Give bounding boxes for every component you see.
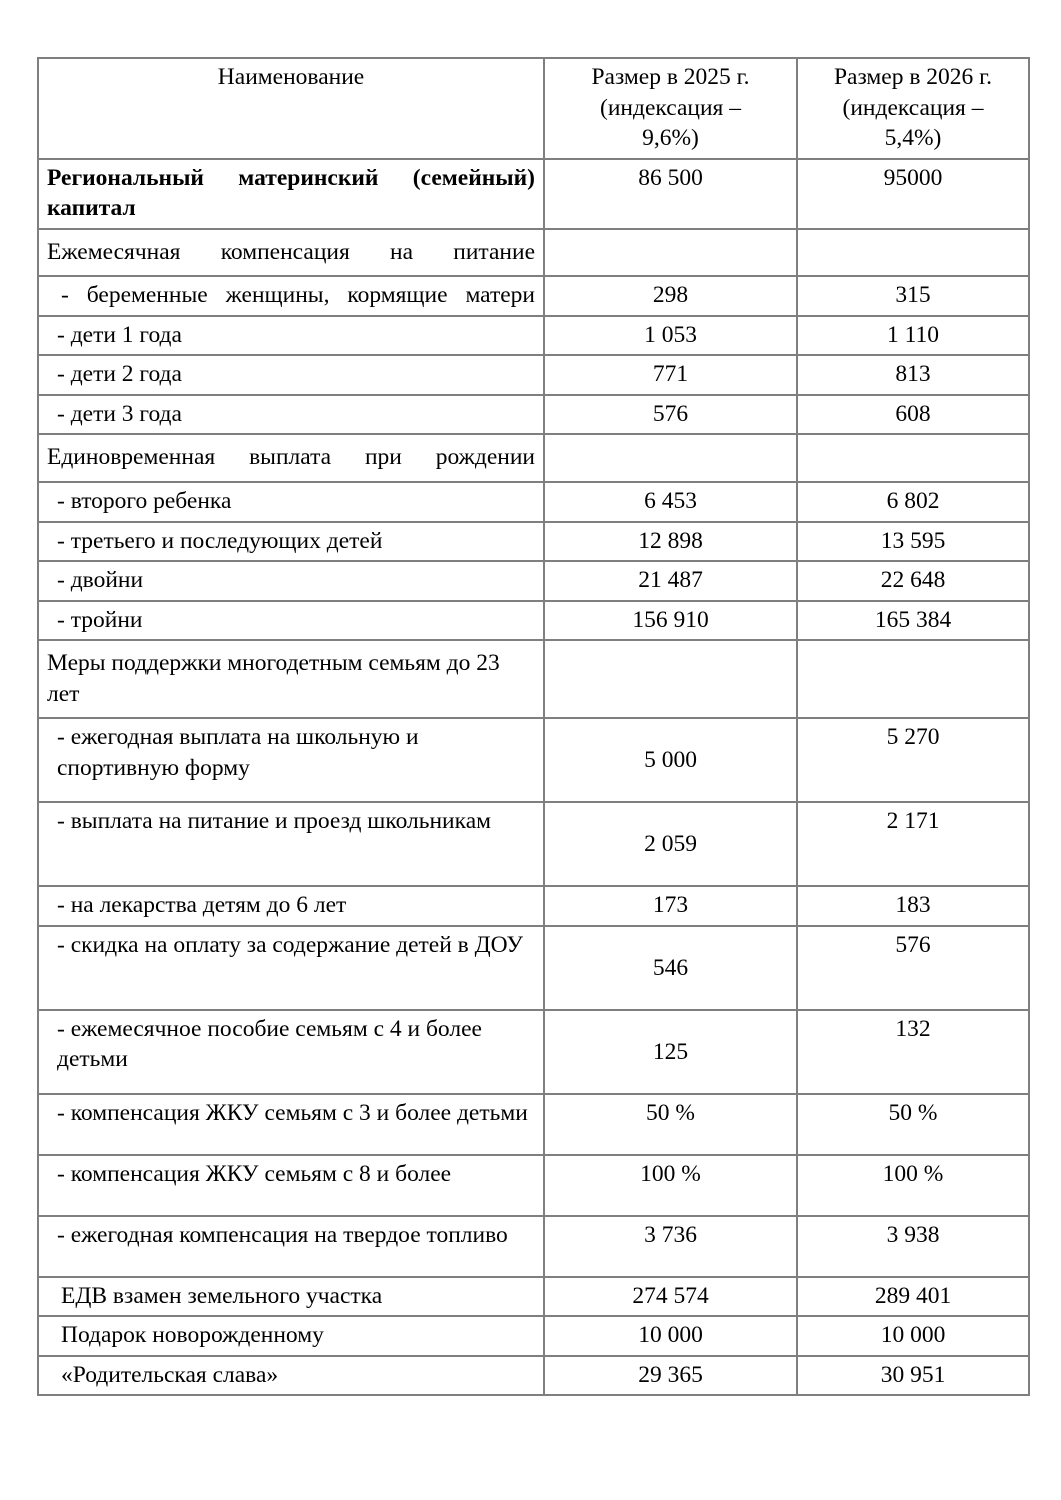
row-value-2025: 12 898 <box>544 522 797 562</box>
row-label: - компенсация ЖКУ семьям с 3 и более детьми <box>38 1094 544 1155</box>
row-value-2025: 5 000 <box>544 718 797 802</box>
benefits-table-body <box>38 58 1029 1395</box>
row-value-2025: 173 <box>544 886 797 926</box>
row-value-2026 <box>797 640 1029 718</box>
row-value-2025: 298 <box>544 276 797 316</box>
table-row <box>38 522 1029 562</box>
row-value-2025: 10 000 <box>544 1316 797 1356</box>
table-row <box>38 886 1029 926</box>
header-2025-line1: Размер в 2025 г. <box>591 64 750 90</box>
row-value-2026 <box>797 434 1029 482</box>
row-value-2026 <box>797 229 1029 277</box>
row-label: - ежегодная выплата на школьную и спортивную форму <box>38 718 544 802</box>
row-label: Меры поддержки многодетным семьям до 23 лет <box>38 640 544 718</box>
row-label: - скидка на оплату за содержание детей в ДОУ <box>38 926 544 1010</box>
table-row <box>38 1094 1029 1155</box>
row-value-2026: 1 110 <box>797 316 1029 356</box>
table-row <box>38 1356 1029 1396</box>
table-row <box>38 482 1029 522</box>
row-value-2026: 315 <box>797 276 1029 316</box>
table-row <box>38 276 1029 316</box>
benefits-table <box>37 57 1030 1396</box>
row-value-2025: 771 <box>544 355 797 395</box>
row-value-2026: 3 938 <box>797 1216 1029 1277</box>
row-value-2025: 125 <box>544 1010 797 1094</box>
row-label: Единовременная выплата при рождении <box>38 434 544 482</box>
table-row <box>38 355 1029 395</box>
row-label: - второго ребенка <box>38 482 544 522</box>
header-cell-2025 <box>544 58 797 159</box>
row-value-2025: 156 910 <box>544 601 797 641</box>
header-cell-name: Наименование <box>38 58 544 159</box>
row-value-2026: 30 951 <box>797 1356 1029 1396</box>
row-value-2026: 100 % <box>797 1155 1029 1216</box>
row-label: - третьего и последующих детей <box>38 522 544 562</box>
row-value-2026: 10 000 <box>797 1316 1029 1356</box>
row-label: - ежемесячное пособие семьям с 4 и более детьми <box>38 1010 544 1094</box>
row-value-2025: 3 736 <box>544 1216 797 1277</box>
table-row-category <box>38 434 1029 482</box>
row-label: ЕДВ взамен земельного участка <box>38 1277 544 1317</box>
row-value-2026: 5 270 <box>797 718 1029 802</box>
row-value-2026: 2 171 <box>797 802 1029 886</box>
row-label: - двойни <box>38 561 544 601</box>
row-label: Ежемесячная компенсация на питание <box>38 229 544 277</box>
row-value-2026: 183 <box>797 886 1029 926</box>
table-row-category <box>38 640 1029 718</box>
row-label: - выплата на питание и проезд школьникам <box>38 802 544 886</box>
row-value-2025: 546 <box>544 926 797 1010</box>
row-value-2026: 608 <box>797 395 1029 435</box>
row-value-2025: 21 487 <box>544 561 797 601</box>
row-value-2025 <box>544 640 797 718</box>
row-label: - компенсация ЖКУ семьям с 8 и более <box>38 1155 544 1216</box>
row-value-2025: 50 % <box>544 1094 797 1155</box>
header-cell-2026 <box>797 58 1029 159</box>
row-label: Подарок новорожденному <box>38 1316 544 1356</box>
table-row-category <box>38 229 1029 277</box>
row-value-2025 <box>544 229 797 277</box>
row-label: Региональный материнский (семейный) капитал <box>38 159 544 229</box>
row-value-2025: 86 500 <box>544 159 797 229</box>
table-row <box>38 1155 1029 1216</box>
row-value-2026: 6 802 <box>797 482 1029 522</box>
table-row <box>38 601 1029 641</box>
table-row <box>38 1216 1029 1277</box>
row-value-2026: 50 % <box>797 1094 1029 1155</box>
header-2026-line2: (индексация – <box>842 94 984 121</box>
row-label: «Родительская слава» <box>38 1356 544 1396</box>
table-header-row <box>38 58 1029 159</box>
row-label: - беременные женщины, кормящие матери <box>38 276 544 316</box>
row-label: - ежегодная компенсация на твердое топливо <box>38 1216 544 1277</box>
table-row <box>38 718 1029 802</box>
table-row <box>38 395 1029 435</box>
table-row <box>38 802 1029 886</box>
table-row <box>38 561 1029 601</box>
row-value-2026: 22 648 <box>797 561 1029 601</box>
table-row <box>38 1277 1029 1317</box>
row-value-2025 <box>544 434 797 482</box>
benefits-table-container <box>37 57 1028 1396</box>
row-value-2025: 274 574 <box>544 1277 797 1317</box>
row-value-2026: 289 401 <box>797 1277 1029 1317</box>
row-value-2025: 2 059 <box>544 802 797 886</box>
table-row <box>38 316 1029 356</box>
table-row <box>38 926 1029 1010</box>
row-label: - дети 1 года <box>38 316 544 356</box>
row-value-2025: 576 <box>544 395 797 435</box>
row-value-2026: 132 <box>797 1010 1029 1094</box>
row-value-2025: 1 053 <box>544 316 797 356</box>
table-row <box>38 1010 1029 1094</box>
table-row <box>38 1316 1029 1356</box>
header-2026-line1: Размер в 2026 г. <box>833 64 993 90</box>
row-label: - на лекарства детям до 6 лет <box>38 886 544 926</box>
row-label: - дети 3 года <box>38 395 544 435</box>
row-value-2025: 29 365 <box>544 1356 797 1396</box>
header-2025-line3: 9,6%) <box>642 125 699 152</box>
row-value-2026: 13 595 <box>797 522 1029 562</box>
row-value-2025: 6 453 <box>544 482 797 522</box>
row-value-2025: 100 % <box>544 1155 797 1216</box>
row-value-2026: 576 <box>797 926 1029 1010</box>
header-2025-line2: (индексация – <box>600 94 741 121</box>
row-label: - тройни <box>38 601 544 641</box>
header-2026-line3: 5,4%) <box>884 125 942 152</box>
row-label: - дети 2 года <box>38 355 544 395</box>
table-row <box>38 159 1029 229</box>
row-value-2026: 165 384 <box>797 601 1029 641</box>
row-value-2026: 813 <box>797 355 1029 395</box>
row-value-2026: 95000 <box>797 159 1029 229</box>
